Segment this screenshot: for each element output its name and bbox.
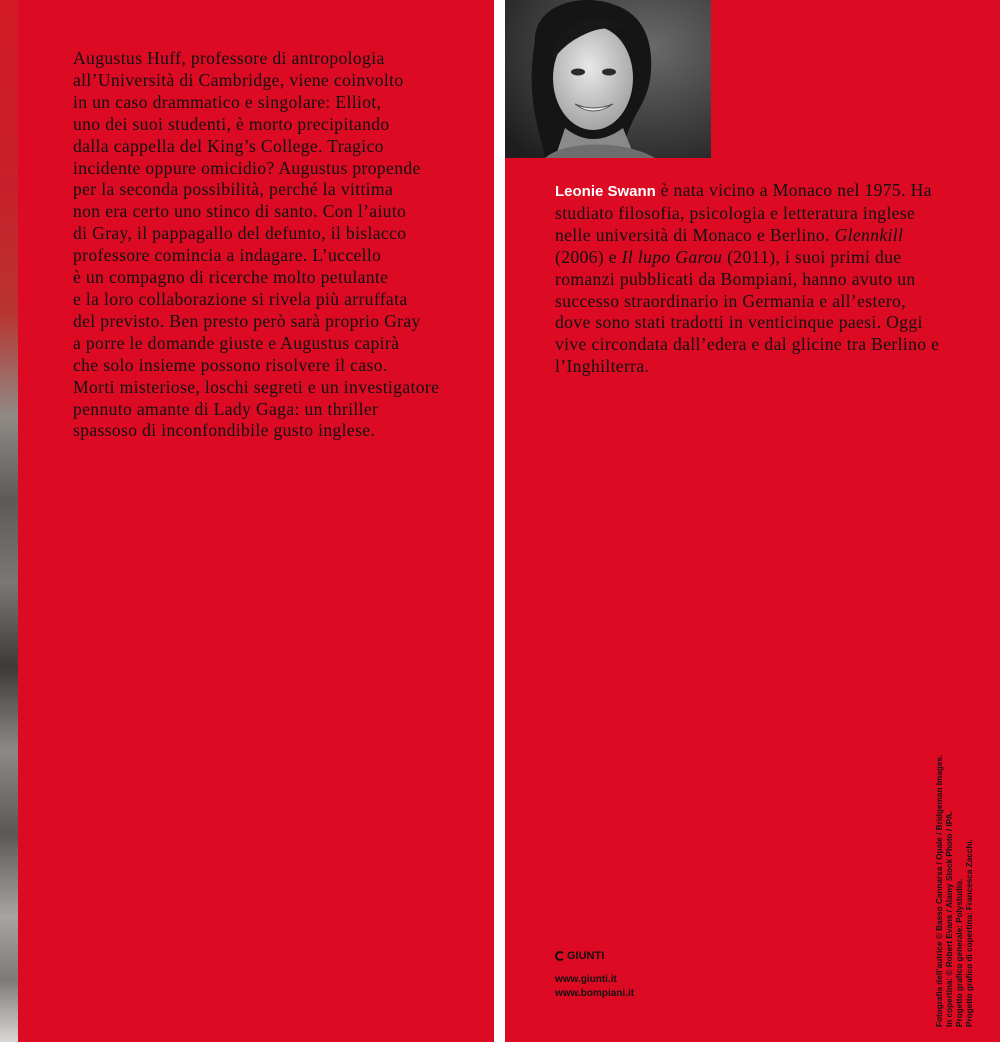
author-portrait-image xyxy=(505,0,711,158)
publisher-logo xyxy=(555,950,604,962)
bio-text-1: è nata vicino a Monaco nel 1975. Ha studiato filosofia, psicologia e letteratura inglese nelle università di Monaco e Berlino. xyxy=(555,180,932,245)
book-title-lupo-garou: Il lupo Garou xyxy=(621,246,723,267)
author-photo xyxy=(505,0,711,158)
credit-line: Fotografia dell’autrice © Basso Cannarsa / Opale / Bridgeman Images. xyxy=(935,754,944,1027)
author-flap-panel xyxy=(505,0,1000,1042)
credit-line: In copertina: © Robert Evans / Alamy Stock Photo / IPA. xyxy=(945,811,954,1027)
author-bio xyxy=(555,180,945,378)
author-name: Leonie Swann xyxy=(555,183,656,200)
publisher-logo-text: GIUNTI xyxy=(567,950,605,962)
back-flap-panel xyxy=(18,0,494,1042)
front-cover-edge-strip xyxy=(0,0,18,1042)
fold-gap xyxy=(494,0,505,1042)
publisher-urls xyxy=(555,973,634,1001)
bio-text-3: (2011), i suoi primi due romanzi pubblicati da Bompiani, hanno avuto un successo straordinario in Germania e all’estero, dove sono stati tradotti in venticinque paesi. Oggi vive circondata dall’edera e dal glicine tra Berlino e l’Inghilterra. xyxy=(555,246,940,377)
url-giunti[interactable]: www.giunti.it xyxy=(555,974,617,985)
book-title-glennkill: Glennkill xyxy=(834,224,904,245)
image-credits xyxy=(935,727,975,1027)
book-blurb: Augustus Huff, professore di antropologia all’Università di Cambridge, viene coinvolto in un caso drammatico e singolare: Elliot, uno dei suoi studenti, è morto precipitando dalla cappella del King’s College. Tragico incidente oppure omicidio? Augustus propende per la seconda possibilità, perché la vittima non era certo uno stinco di santo. Con l’aiuto di Gray, il pappagallo del defunto, il bislacco professore comincia a indagare. L’uccello è un compagno di ricerche molto petulante e la loro collaborazione si rivela più arruffata del previsto. Ben presto però sarà proprio Gray a porre le domande giuste e Augustus capirà che solo insieme possono risolvere il caso. Morti misteriose, loschi segreti e un investigatore pennuto amante di Lady Gaga: un thriller spassoso di inconfondibile gusto inglese. xyxy=(73,48,440,441)
credit-line: Progetto grafico generale: Polystudio. xyxy=(955,878,964,1027)
credit-line: Progetto grafico di copertina: Francesca Zacchi. xyxy=(965,839,974,1027)
url-bompiani[interactable]: www.bompiani.it xyxy=(555,988,635,999)
bio-text-2: (2006) e xyxy=(555,246,622,267)
giunti-logo-icon xyxy=(555,951,565,961)
